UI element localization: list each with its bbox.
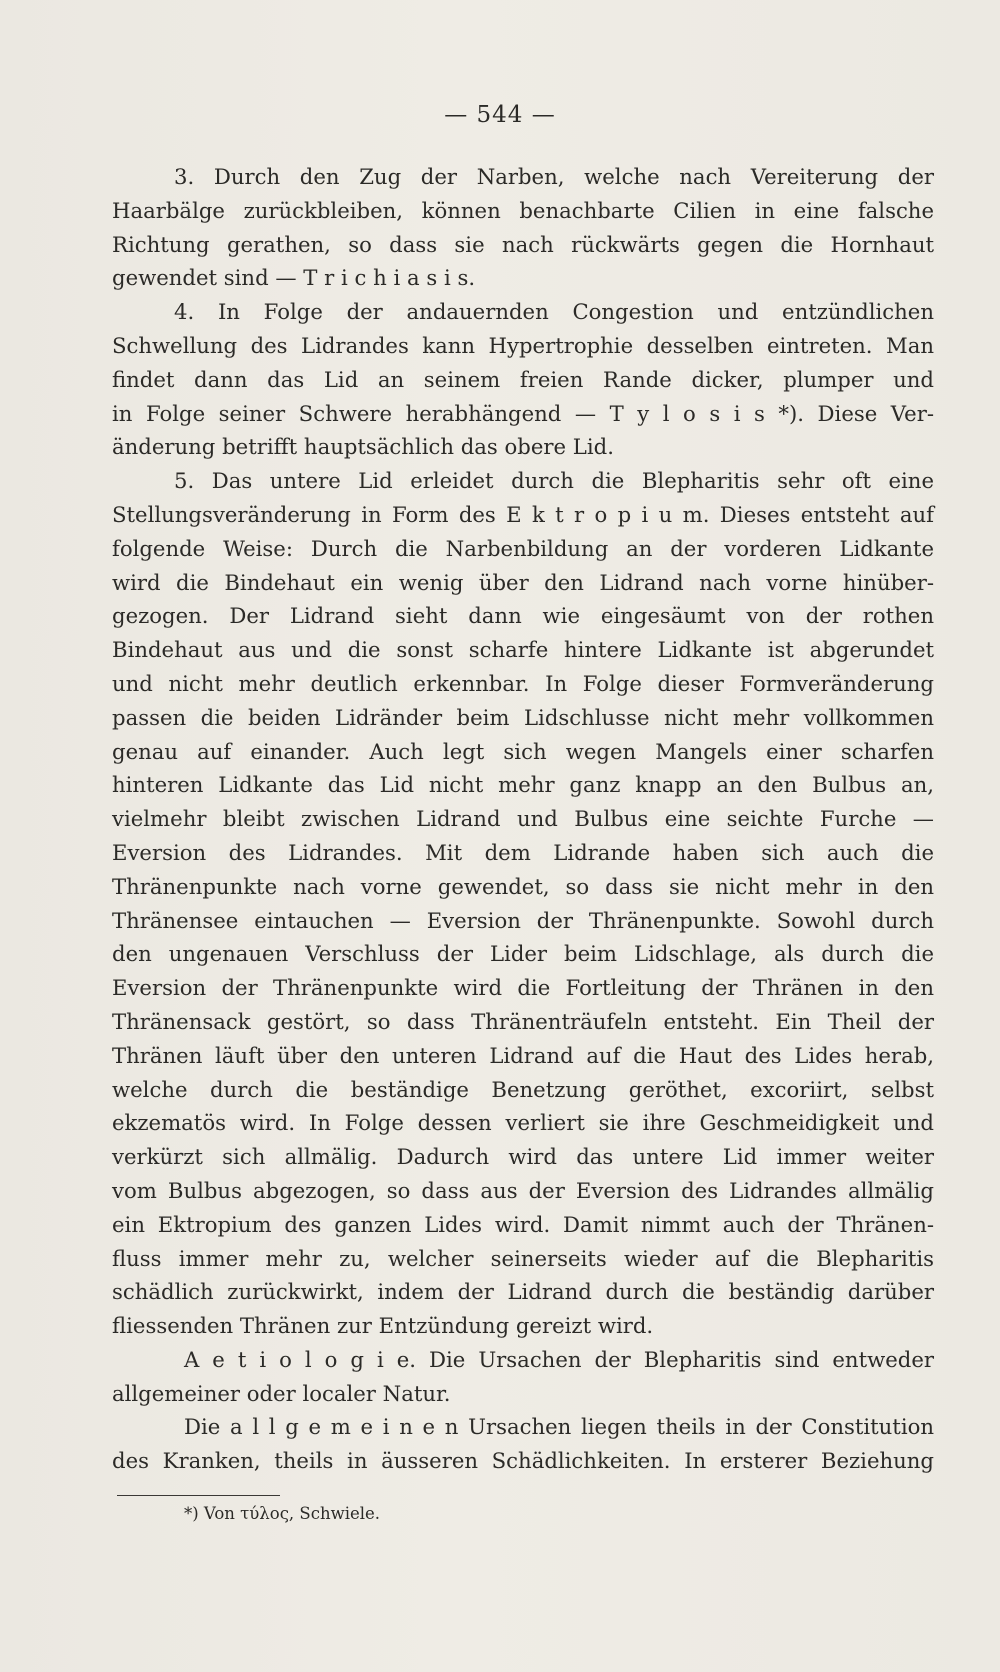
- text-line: fluss immer mehr zu, welcher seinerseits wieder auf die Blepharitis: [112, 1245, 934, 1271]
- text-line: Stellungsveränderung in Form des E k t r o p i u m. Dieses entsteht auf: [112, 501, 934, 527]
- text-line: in Folge seiner Schwere herabhängend — T y l o s i s *). Diese Ver-: [112, 400, 934, 426]
- text-line: welche durch die beständige Benetzung geröthet, excoriirt, selbst: [112, 1076, 934, 1102]
- footnote-divider: [117, 1495, 280, 1496]
- body-text: [112, 160, 934, 1478]
- text-line: 5. Das untere Lid erleidet durch die Blepharitis sehr oft eine: [174, 468, 934, 494]
- text-line: Schwellung des Lidrandes kann Hypertrophie desselben eintreten. Man: [112, 332, 934, 358]
- text-line: Richtung gerathen, so dass sie nach rückwärts gegen die Hornhaut: [112, 231, 934, 257]
- text-line: vom Bulbus abgezogen, so dass aus der Eversion des Lidrandes allmälig: [112, 1177, 934, 1203]
- text-line: Bindehaut aus und die sonst scharfe hintere Lidkante ist abgerundet: [112, 637, 934, 663]
- text-line: Eversion des Lidrandes. Mit dem Lidrande haben sich auch die: [112, 839, 934, 865]
- text-line: vielmehr bleibt zwischen Lidrand und Bulbus eine seichte Furche —: [112, 806, 934, 832]
- text-line: Thränensee eintauchen — Eversion der Thränenpunkte. Sowohl durch: [112, 907, 934, 933]
- text-line: Thränen läuft über den unteren Lidrand auf die Haut des Lides herab,: [112, 1042, 934, 1068]
- text-line: und nicht mehr deutlich erkennbar. In Folge dieser Formveränderung: [112, 670, 934, 696]
- text-line: ein Ektropium des ganzen Lides wird. Damit nimmt auch der Thränen-: [112, 1211, 934, 1237]
- footnote: *) Von τύλος, Schwiele.: [184, 1504, 381, 1523]
- text-line: schädlich zurückwirkt, indem der Lidrand durch die beständig darüber: [112, 1279, 934, 1305]
- text-line: genau auf einander. Auch legt sich wegen Mangels einer scharfen: [112, 738, 934, 764]
- text-line: allgemeiner oder localer Natur.: [112, 1380, 451, 1406]
- text-line: den ungenauen Verschluss der Lider beim Lidschlage, als durch die: [112, 941, 934, 967]
- text-line: Eversion der Thränenpunkte wird die Fortleitung der Thränen in den: [112, 975, 934, 1001]
- text-line: Die a l l g e m e i n e n Ursachen liegen theils in der Constitution: [184, 1414, 934, 1440]
- text-line: 3. Durch den Zug der Narben, welche nach Vereiterung der: [174, 164, 934, 189]
- text-line: wird die Bindehaut ein wenig über den Lidrand nach vorne hinüber-: [112, 569, 934, 595]
- page-number: — 544 —: [444, 102, 556, 128]
- text-line: folgende Weise: Durch die Narbenbildung an der vorderen Lidkante: [112, 535, 934, 561]
- text-line: verkürzt sich allmälig. Dadurch wird das untere Lid immer weiter: [112, 1144, 934, 1170]
- text-line: Thränenpunkte nach vorne gewendet, so dass sie nicht mehr in den: [112, 873, 934, 899]
- text-line: A e t i o l o g i e. Die Ursachen der Blepharitis sind entweder: [184, 1346, 934, 1372]
- text-line: Thränensack gestört, so dass Thränenträufeln entsteht. Ein Theil der: [112, 1008, 934, 1034]
- text-line: Haarbälge zurückbleiben, können benachbarte Cilien in eine falsche: [112, 197, 934, 223]
- text-line: findet dann das Lid an seinem freien Rande dicker, plumper und: [112, 366, 934, 392]
- text-line: gewendet sind — T r i c h i a s i s.: [112, 265, 476, 291]
- text-line: passen die beiden Lidränder beim Lidschlusse nicht mehr vollkommen: [112, 704, 934, 730]
- text-line: 4. In Folge der andauernden Congestion und entzündlichen: [174, 299, 934, 325]
- text-line: des Kranken, theils in äusseren Schädlichkeiten. In ersterer Beziehung: [112, 1448, 934, 1474]
- text-line: änderung betrifft hauptsächlich das obere Lid.: [112, 434, 614, 460]
- text-line: hinteren Lidkante das Lid nicht mehr ganz knapp an den Bulbus an,: [112, 772, 934, 798]
- text-line: fliessenden Thränen zur Entzündung gereizt wird.: [112, 1313, 654, 1339]
- text-line: ekzematös wird. In Folge dessen verliert sie ihre Geschmeidigkeit und: [112, 1110, 934, 1136]
- text-line: gezogen. Der Lidrand sieht dann wie eingesäumt von der rothen: [112, 603, 934, 629]
